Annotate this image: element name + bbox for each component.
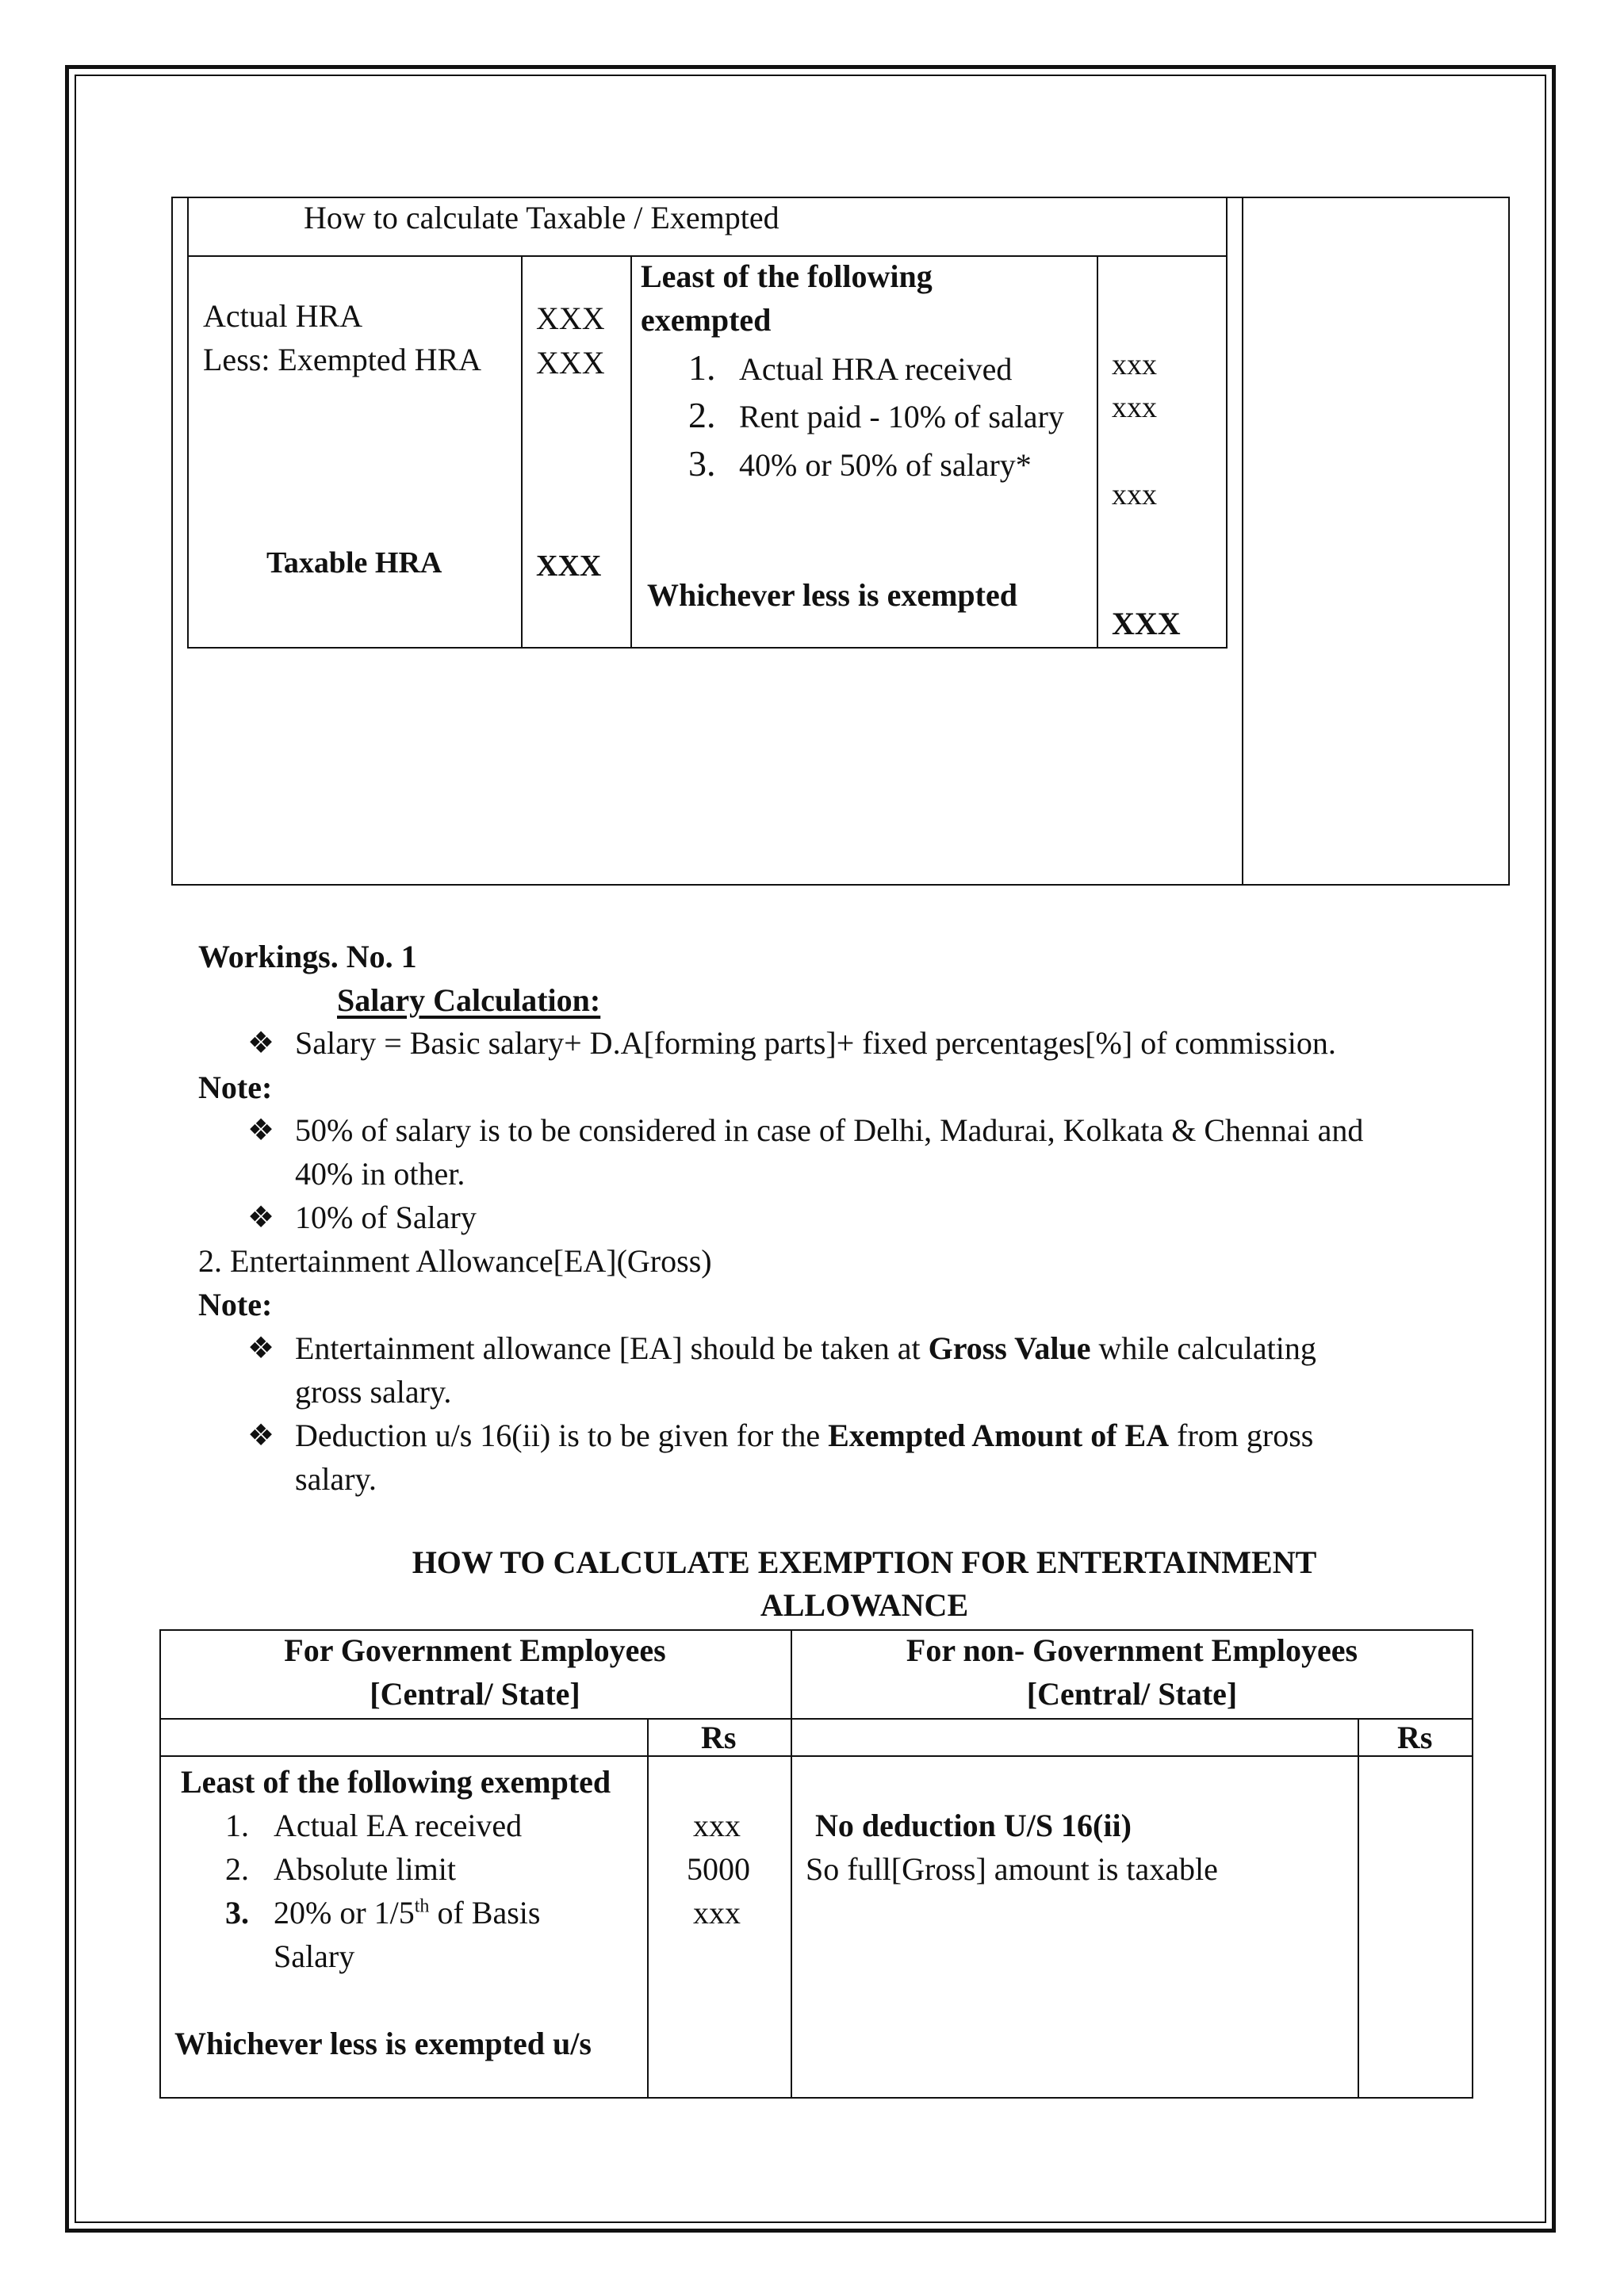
ea-gross-value-b: while calculating — [1090, 1330, 1316, 1366]
workings-title: Workings. No. 1 — [198, 939, 417, 974]
salary-calculation-heading: Salary Calculation: — [337, 982, 601, 1018]
gov-header-line1: For Government Employees — [284, 1632, 666, 1668]
ten-percent-text: 10% of Salary — [295, 1200, 477, 1235]
hra-item-1-num: 1. — [688, 347, 716, 388]
ea-table-rs-rule — [159, 1755, 1473, 1757]
deduction-text-bold: Exempted Amount of EA — [828, 1418, 1170, 1453]
hra-item-2-num: 2. — [688, 395, 716, 435]
ea-item-3-num: 3. — [225, 1895, 249, 1931]
ea-whichever-text: Whichever less is exempted u/s — [174, 2026, 592, 2061]
rs-label-nongov: Rs — [1397, 1720, 1433, 1755]
hra-amount-3: xxx — [1112, 478, 1157, 511]
ea-item-1-num: 1. — [225, 1808, 249, 1843]
hra-total-amount: XXX — [1112, 606, 1181, 641]
diamond-bullet-icon: ❖ — [247, 1114, 275, 1147]
ea-table-top — [159, 1629, 1473, 1631]
hra-box-bottom — [171, 884, 1510, 886]
rs-label-gov: Rs — [701, 1720, 737, 1755]
hra-item-3-text: 40% or 50% of salary* — [739, 447, 1032, 483]
hra-col-3 — [1097, 255, 1098, 649]
ea-table-header-rule — [159, 1718, 1473, 1720]
diamond-bullet-icon: ❖ — [247, 1201, 275, 1234]
ea-item-3-sup: th — [414, 1896, 430, 1917]
ea-item-1-amount: xxx — [693, 1808, 741, 1843]
ea-item-1-text: Actual EA received — [274, 1808, 523, 1843]
hra-amount-1: xxx — [1112, 348, 1157, 381]
taxable-hra-amount: XXX — [536, 549, 602, 583]
deduction-text-a: Deduction u/s 16(ii) is to be given for the — [295, 1418, 829, 1453]
ea-item-3-text-b: of Basis — [429, 1895, 541, 1931]
ea-title-line2: ALLOWANCE — [760, 1587, 969, 1623]
deduction-text-b: from gross — [1169, 1418, 1314, 1453]
ea-item-2-text: Absolute limit — [274, 1851, 456, 1887]
city-percentage-line2: 40% in other. — [295, 1156, 465, 1192]
ea-gross-value-bold: Gross Value — [928, 1330, 1091, 1366]
hra-table-left — [187, 197, 189, 649]
ea-item-3-text-a: 20% or 1/5 — [274, 1895, 415, 1931]
hra-whichever-text: Whichever less is exempted — [647, 577, 1017, 613]
hra-table-heading: How to calculate Taxable / Exempted — [304, 200, 779, 235]
full-taxable-text: So full[Gross] amount is taxable — [806, 1851, 1218, 1887]
hra-box-right — [1508, 197, 1510, 886]
nongov-header-line1: For non- Government Employees — [906, 1632, 1358, 1668]
ea-item-3-text-line2: Salary — [274, 1938, 355, 1974]
diamond-bullet-icon: ❖ — [247, 1332, 275, 1365]
hra-table-bottom — [187, 647, 1228, 649]
ea-gross-value-text — [295, 1330, 1316, 1368]
actual-hra-amount: XXX — [536, 300, 605, 336]
deduction-text — [295, 1417, 1313, 1455]
note-label-1: Note: — [198, 1070, 273, 1105]
hra-item-1-text: Actual HRA received — [739, 351, 1013, 387]
ea-item-3-text — [274, 1894, 540, 1932]
note-label-2: Note: — [198, 1287, 273, 1322]
ea-least-title: Least of the following exempted — [181, 1764, 611, 1800]
ea-table-bottom — [159, 2097, 1473, 2099]
ea-gross-value-line2: gross salary. — [295, 1374, 452, 1410]
gov-header-line2: [Central/ State] — [370, 1676, 580, 1712]
no-deduction-text: No deduction U/S 16(ii) — [815, 1808, 1132, 1843]
ea-title-line1: HOW TO CALCULATE EXEMPTION FOR ENTERTAINMENT — [412, 1544, 1317, 1580]
hra-col-2 — [630, 255, 632, 649]
ea-item-2-amount: 5000 — [687, 1851, 750, 1887]
entertainment-allowance-item: 2. Entertainment Allowance[EA](Gross) — [198, 1243, 712, 1279]
hra-col-1 — [521, 255, 523, 649]
hra-table-right — [1226, 197, 1228, 649]
actual-hra-label: Actual HRA — [203, 298, 363, 334]
least-title-line2: exempted — [641, 302, 772, 338]
hra-box-left — [171, 197, 173, 886]
ea-item-2-num: 2. — [225, 1851, 249, 1887]
city-percentage-line1: 50% of salary is to be considered in case of Delhi, Madurai, Kolkata & Chennai and — [295, 1112, 1364, 1148]
exempted-hra-amount: XXX — [536, 345, 605, 381]
hra-amount-2: xxx — [1112, 391, 1157, 424]
hra-box-divider — [1242, 197, 1243, 886]
deduction-text-line2: salary. — [295, 1461, 377, 1497]
less-exempted-hra-label: Less: Exempted HRA — [203, 342, 482, 377]
nongov-header-line2: [Central/ State] — [1026, 1676, 1238, 1712]
ea-item-3-amount: xxx — [693, 1895, 741, 1931]
salary-formula-text: Salary = Basic salary+ D.A[forming parts]+ fixed percentages[%] of commission. — [295, 1025, 1336, 1061]
ea-gross-value-a: Entertainment allowance [EA] should be taken at — [295, 1330, 929, 1366]
taxable-hra-label: Taxable HRA — [266, 546, 442, 580]
ea-table-right — [1472, 1629, 1473, 2099]
least-title-line1: Least of the following — [641, 258, 933, 294]
hra-item-2-text: Rent paid - 10% of salary — [739, 399, 1064, 434]
hra-box-top — [171, 197, 1510, 198]
ea-gov-rs-col — [647, 1718, 649, 2099]
hra-item-3-num: 3. — [688, 443, 716, 484]
ea-nongov-rs-col — [1358, 1718, 1359, 2099]
hra-table-heading-rule — [187, 255, 1228, 257]
diamond-bullet-icon: ❖ — [247, 1027, 275, 1060]
diamond-bullet-icon: ❖ — [247, 1419, 275, 1452]
